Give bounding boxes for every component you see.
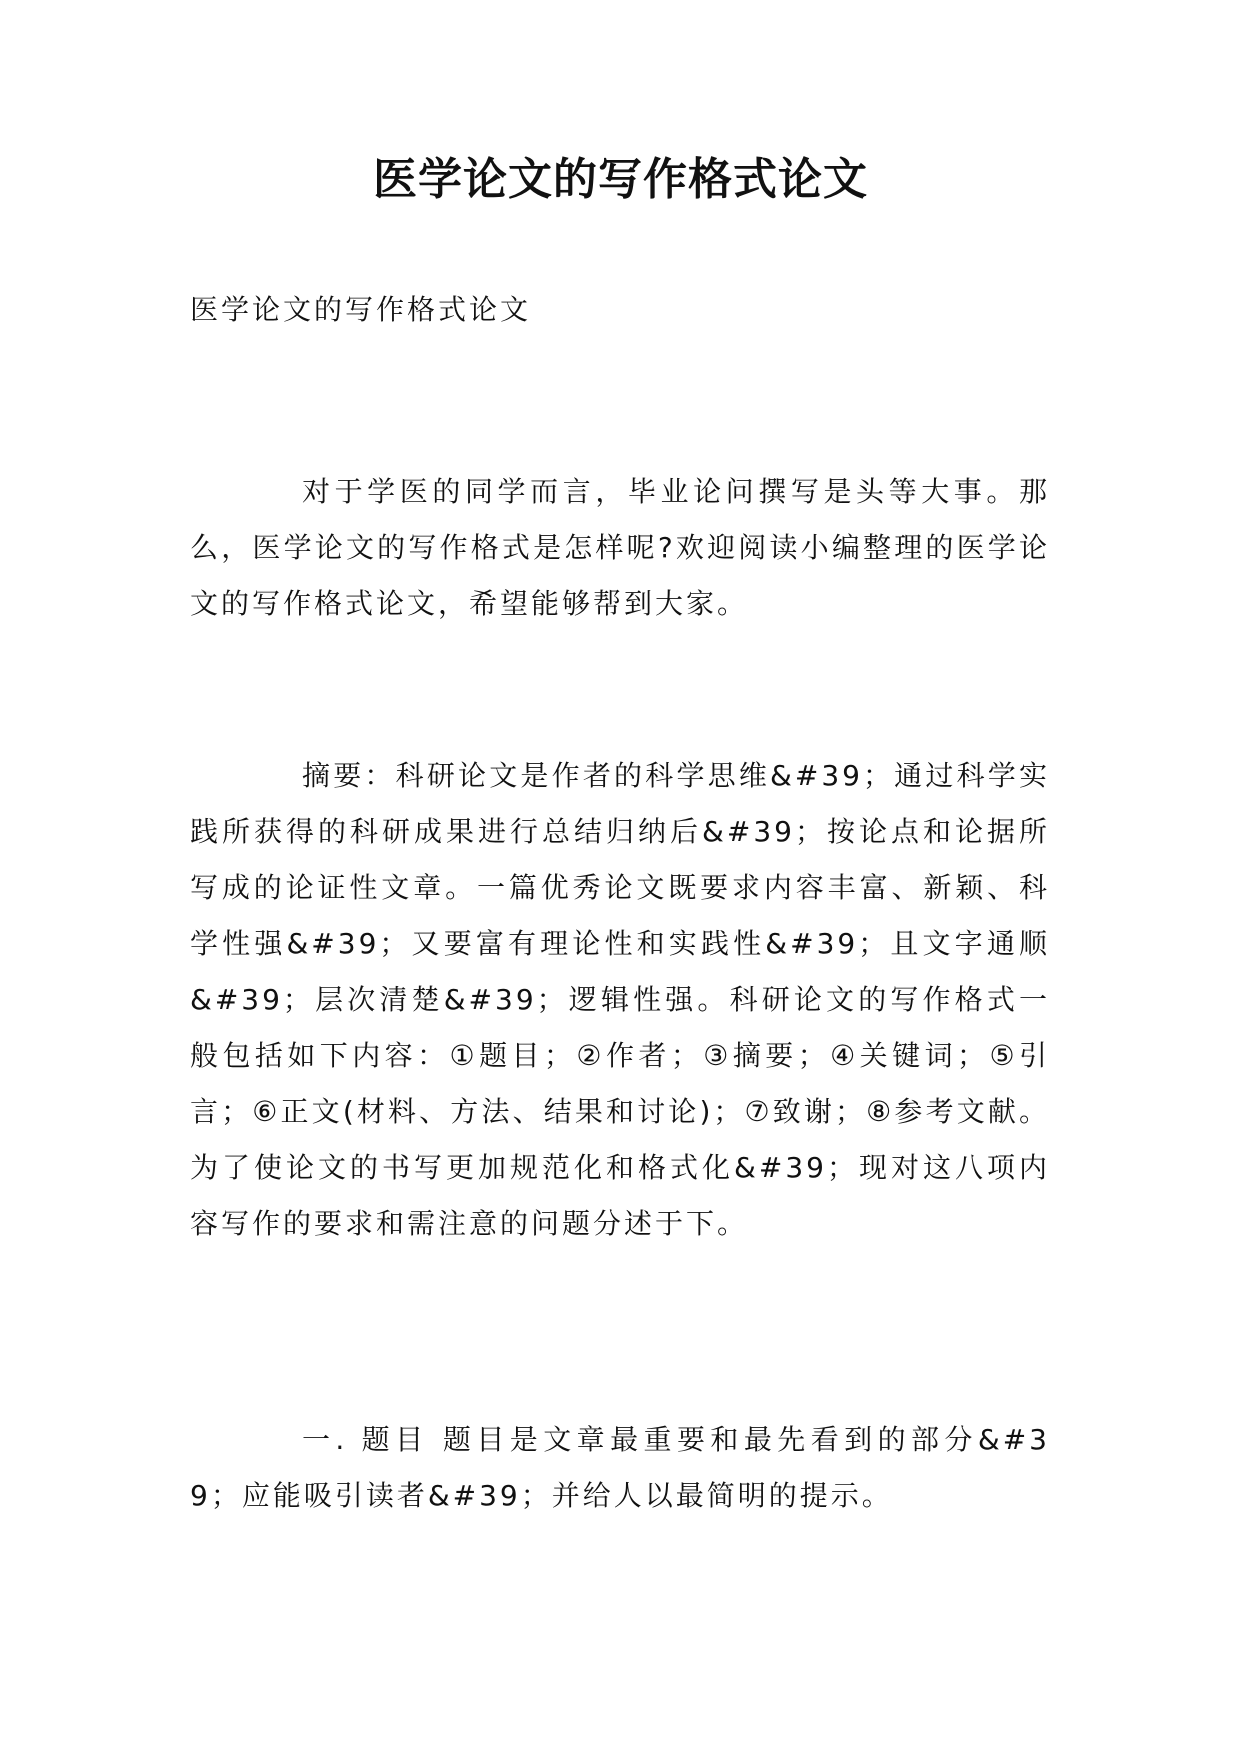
document-subtitle: 医学论文的写作格式论文 — [190, 293, 532, 326]
intro-paragraph: 对于学医的同学而言，毕业论问撰写是头等大事。那么，医学论文的写作格式是怎样呢?欢迎阅读小编整理的医学论文的写作格式论文，希望能够帮到大家。 — [190, 475, 1050, 620]
section-title-paragraph: 一. 题目 题目是文章最重要和最先看到的部分&#39；应能吸引读者&#39；并给人以最简明的提示。 — [190, 1423, 1050, 1512]
document-title: 医学论文的写作格式论文 — [373, 154, 868, 205]
abstract-paragraph: 摘要：科研论文是作者的科学思维&#39；通过科学实践所获得的科研成果进行总结归纳后&#39；按论点和论据所写成的论证性文章。一篇优秀论文既要求内容丰富、新颖、科学性强&#39；又要富有理论性和实践性&#39；且文字通顺&#39；层次清楚&#39；逻辑性强。科研论文的写作格式一般包括如下内容：①题目；②作者；③摘要；④关键词；⑤引言；⑥正文(材料、方法、结果和讨论)；⑦致谢；⑧参考文献。为了使论文的书写更加规范化和格式化&#39；现对这八项内容写作的要求和需注意的问题分述于下。 — [190, 759, 1050, 1240]
